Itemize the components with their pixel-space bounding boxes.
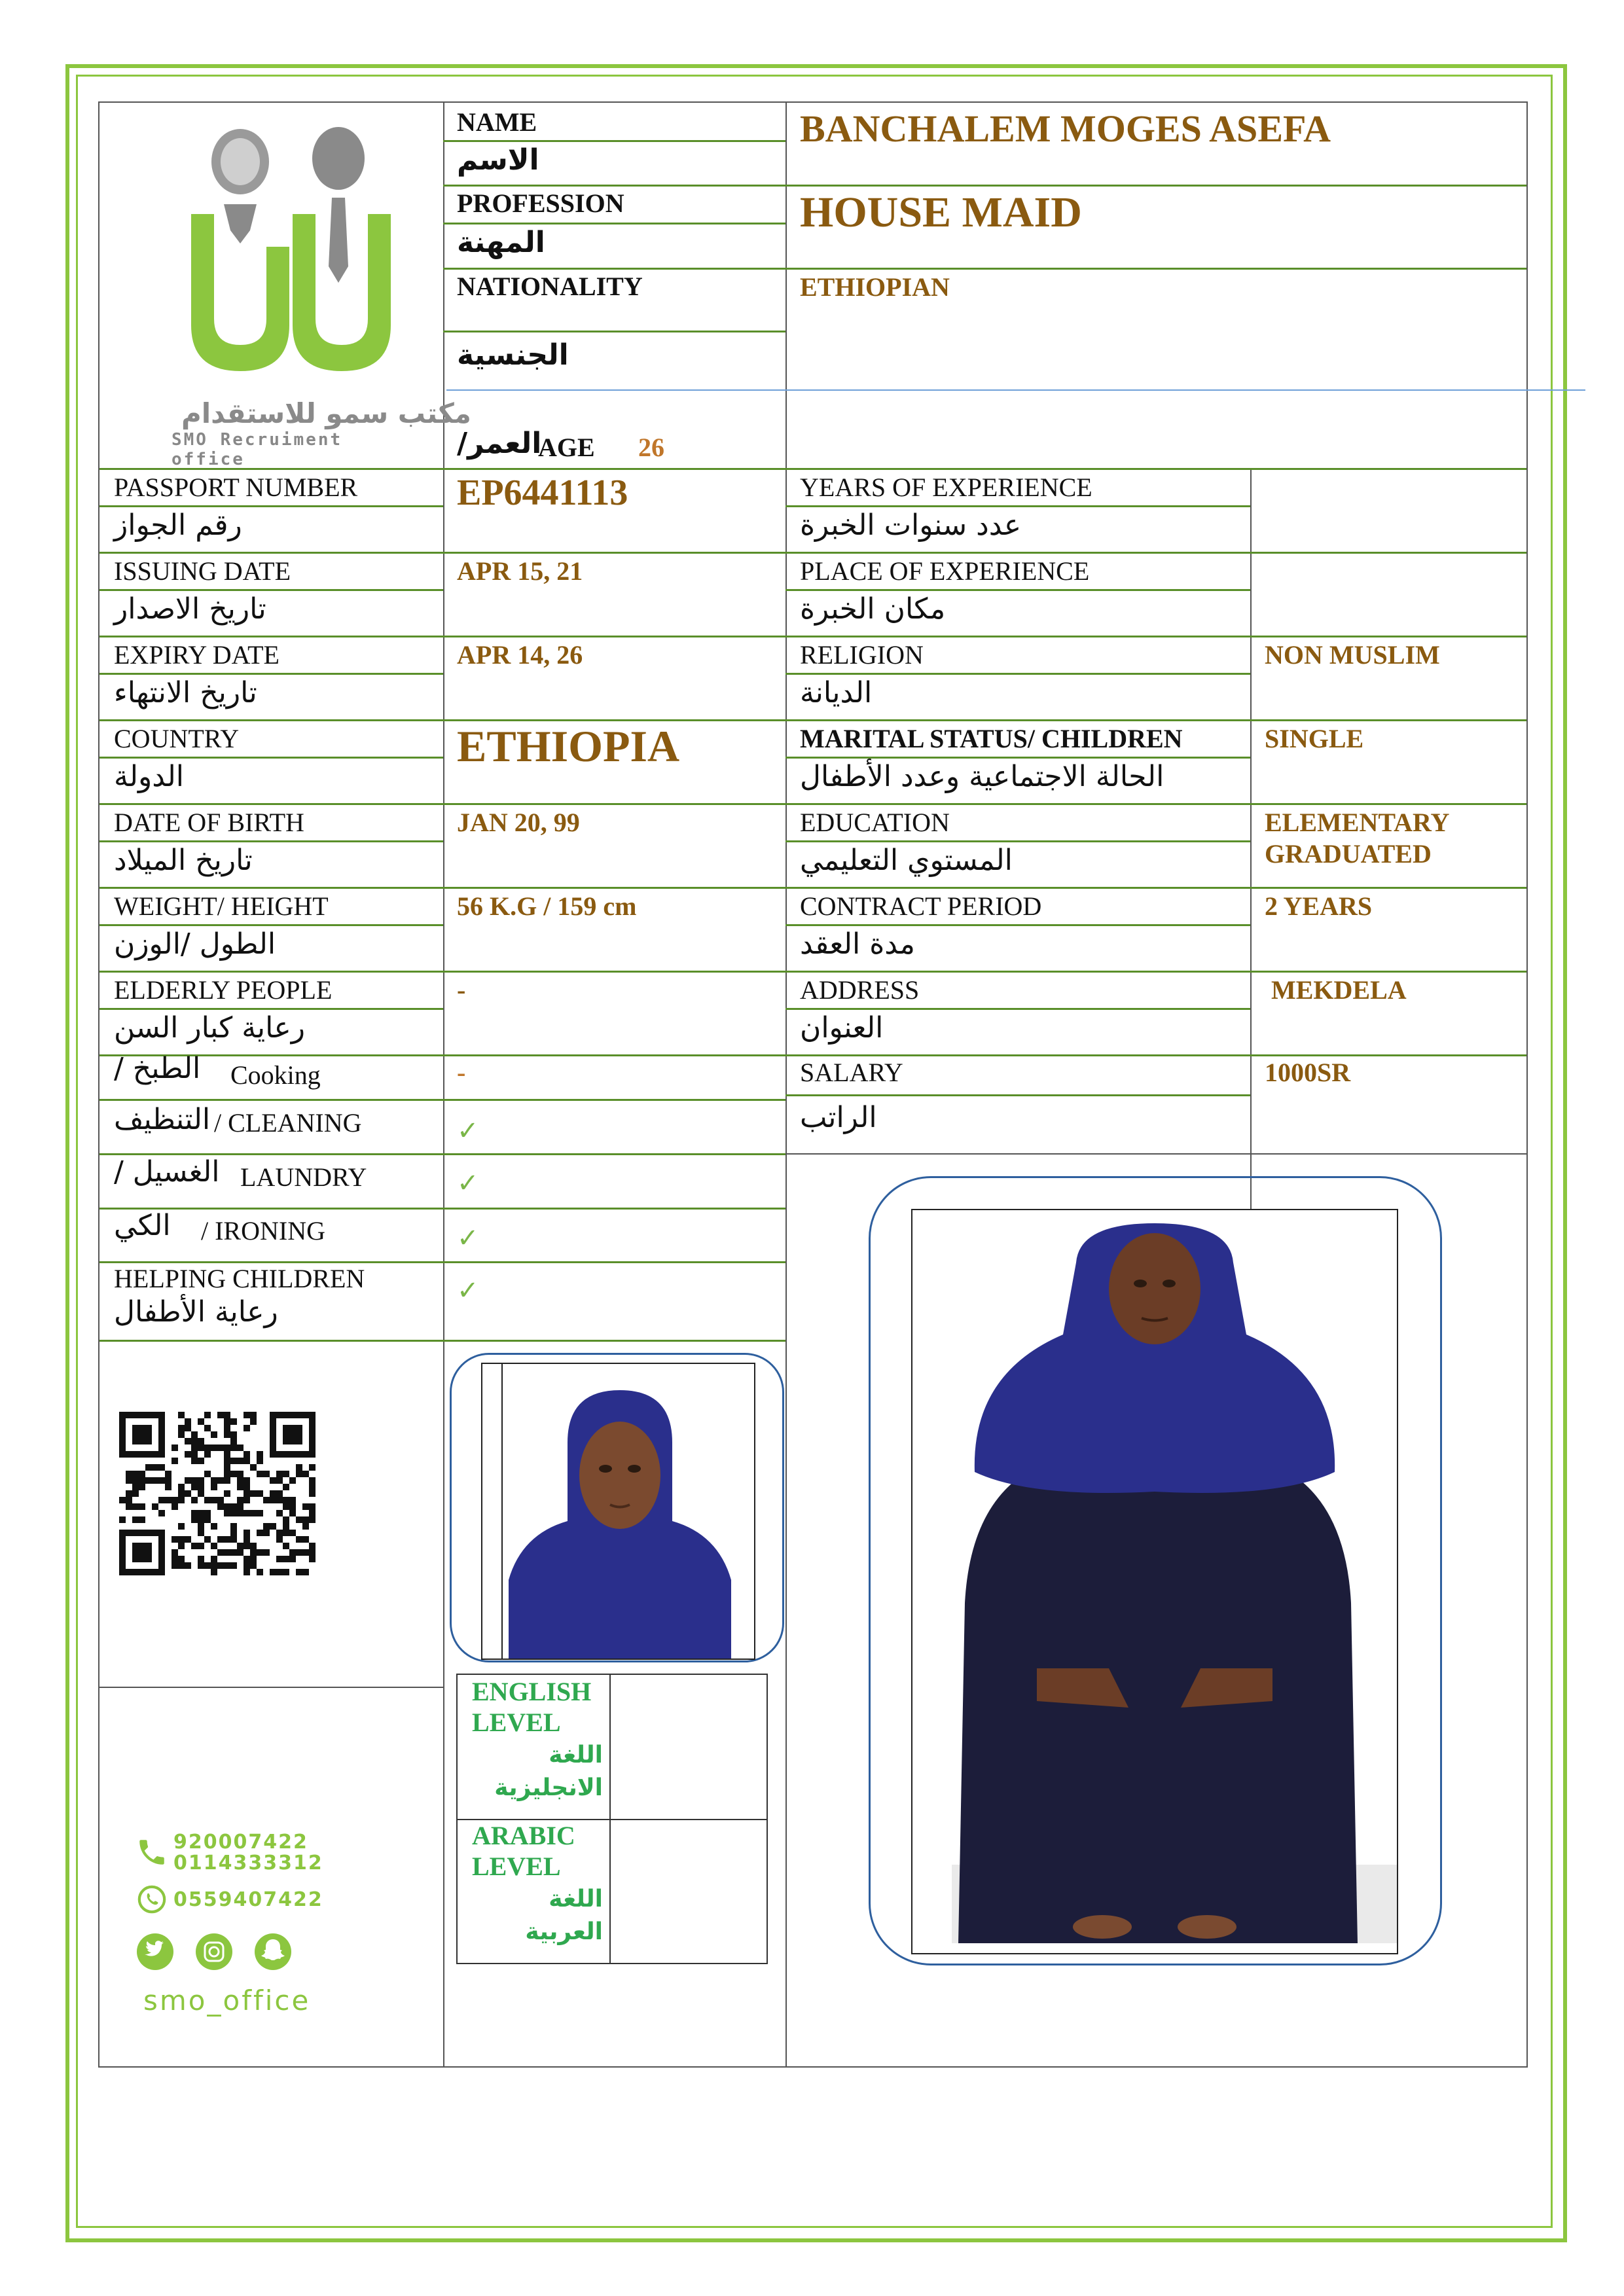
row-right-sub-rule bbox=[785, 1008, 1250, 1010]
row-label-ar: رقم الجواز bbox=[114, 509, 242, 542]
ironing-check-icon: ✓ bbox=[457, 1223, 479, 1253]
row-sub-rule bbox=[99, 1008, 443, 1010]
helping-label: HELPING CHILDREN bbox=[114, 1264, 365, 1293]
row-rule bbox=[99, 636, 1526, 637]
age-label: AGE bbox=[538, 433, 595, 462]
rule bbox=[99, 1340, 785, 1342]
row-label: EXPIRY DATE bbox=[114, 640, 280, 670]
row-right-value: 2 YEARS bbox=[1265, 891, 1373, 921]
rule bbox=[785, 1153, 1526, 1155]
full-body-photo bbox=[911, 1209, 1398, 1954]
row-right-sub-rule bbox=[785, 589, 1250, 591]
company-logo bbox=[152, 116, 471, 469]
cleaning-label: / CLEANING bbox=[214, 1108, 362, 1138]
row-right-value: MEKDELA bbox=[1271, 975, 1407, 1005]
ironing-label-ar: الكي bbox=[114, 1209, 171, 1242]
row-right-sub-rule bbox=[785, 673, 1250, 675]
col-divider-3 bbox=[1250, 468, 1252, 1253]
rule bbox=[443, 268, 1526, 270]
name-value: BANCHALEM MOGES ASEFA bbox=[800, 107, 1331, 150]
row-right-label-ar: المستوي التعليمي bbox=[800, 844, 1013, 877]
salary-value: 1000SR bbox=[1265, 1058, 1351, 1087]
row-right-label-ar: العنوان bbox=[800, 1011, 884, 1045]
profession-label: PROFESSION bbox=[457, 188, 624, 218]
row-value: APR 15, 21 bbox=[457, 556, 583, 586]
row-value: ETHIOPIA bbox=[457, 721, 680, 771]
row-right-label-ar: الحالة الاجتماعية وعدد الأطفال bbox=[800, 760, 1164, 793]
english-level-label-ar: اللغة الانجليزية bbox=[494, 1742, 603, 1801]
language-table bbox=[456, 1674, 768, 1964]
laundry-label: LAUNDRY bbox=[240, 1162, 367, 1192]
row-right-sub-rule bbox=[785, 757, 1250, 759]
row-sub-rule bbox=[99, 924, 443, 926]
row-rule bbox=[99, 552, 1526, 554]
rule bbox=[99, 1687, 443, 1688]
english-level-label: ENGLISH LEVEL bbox=[472, 1677, 592, 1737]
arabic-level-label-ar: اللغة العربية bbox=[525, 1886, 603, 1945]
cleaning-label-ar: التنظيف bbox=[114, 1103, 211, 1136]
row-label: ELDERLY PEOPLE bbox=[114, 975, 333, 1005]
row-rule bbox=[99, 719, 1526, 721]
whatsapp-number: 0559407422 bbox=[173, 1888, 323, 1911]
row-right-sub-rule bbox=[785, 924, 1250, 926]
row-label: COUNTRY bbox=[114, 724, 240, 753]
row-right-label-ar: مدة العقد bbox=[800, 927, 915, 961]
rule bbox=[99, 468, 1526, 470]
qr-code-icon bbox=[119, 1412, 316, 1575]
helping-check-icon: ✓ bbox=[457, 1276, 479, 1306]
rule bbox=[443, 331, 785, 332]
laundry-label-ar: الغسيل / bbox=[114, 1155, 220, 1189]
social-handle: smo_office bbox=[143, 1984, 311, 2017]
cv-sheet bbox=[98, 101, 1528, 2068]
name-label: NAME bbox=[457, 107, 537, 137]
portrait-photo bbox=[481, 1363, 755, 1660]
profession-label-ar: المهنة bbox=[457, 226, 545, 259]
rule bbox=[443, 140, 785, 142]
col-divider-2 bbox=[785, 103, 787, 2066]
rule bbox=[609, 1675, 611, 1963]
row-right-label: ADDRESS bbox=[800, 975, 920, 1005]
salary-label-ar: الراتب bbox=[800, 1101, 877, 1134]
arabic-level-label: ARABIC LEVEL bbox=[472, 1821, 575, 1881]
row-label-ar: الدولة bbox=[114, 760, 184, 793]
phone-icon bbox=[135, 1836, 168, 1869]
row-right-label: YEARS OF EXPERIENCE bbox=[800, 473, 1092, 502]
phone-2: 0114333312 bbox=[173, 1852, 323, 1874]
row-sub-rule bbox=[99, 505, 443, 507]
row-label: ISSUING DATE bbox=[114, 556, 291, 586]
row-value: APR 14, 26 bbox=[457, 640, 583, 670]
profession-value: HOUSE MAID bbox=[800, 188, 1082, 236]
row-right-label: PLACE OF EXPERIENCE bbox=[800, 556, 1090, 586]
row-label-ar: تاريخ الانتهاء bbox=[114, 676, 257, 709]
row-label-ar: تاريخ الاصدار bbox=[114, 592, 266, 626]
row-right-value: SINGLE bbox=[1265, 724, 1364, 753]
phone-1: 920007422 bbox=[173, 1831, 308, 1854]
row-value: EP6441113 bbox=[457, 473, 628, 513]
row-value: 56 K.G / 159 cm bbox=[457, 891, 637, 921]
rule bbox=[99, 1208, 785, 1210]
row-right-label: MARITAL STATUS/ CHILDREN bbox=[800, 724, 1183, 753]
row-right-sub-rule bbox=[785, 840, 1250, 842]
blue-rule bbox=[446, 389, 1585, 391]
name-label-ar: الاسم bbox=[457, 143, 539, 177]
row-label-ar: الطول /الوزن bbox=[114, 927, 276, 961]
row-sub-rule bbox=[99, 757, 443, 759]
row-rule bbox=[99, 887, 1526, 889]
helping-label-ar: رعاية الأطفال bbox=[114, 1295, 278, 1329]
logo-name-en: SMO Recruiment office bbox=[171, 430, 343, 469]
cleaning-check-icon: ✓ bbox=[457, 1116, 479, 1146]
row-rule bbox=[99, 1054, 1526, 1056]
rule bbox=[785, 1094, 1250, 1096]
rule bbox=[99, 1099, 785, 1101]
rule bbox=[443, 223, 785, 224]
social-icons bbox=[135, 1929, 299, 1975]
row-sub-rule bbox=[99, 589, 443, 591]
row-label: WEIGHT/ HEIGHT bbox=[114, 891, 329, 921]
qr-code bbox=[119, 1412, 316, 1579]
age-value: 26 bbox=[638, 433, 664, 462]
row-label-ar: رعاية كبار السن bbox=[114, 1011, 305, 1045]
whatsapp-icon bbox=[137, 1884, 167, 1914]
portrait-image bbox=[482, 1364, 754, 1659]
row-rule bbox=[99, 803, 1526, 805]
row-rule bbox=[99, 971, 1526, 973]
row-right-label: CONTRACT PERIOD bbox=[800, 891, 1042, 921]
row-right-value: ELEMENTARY GRADUATED bbox=[1265, 808, 1449, 869]
rule bbox=[443, 185, 1526, 187]
row-label-ar: تاريخ الميلاد bbox=[114, 844, 253, 877]
row-sub-rule bbox=[99, 673, 443, 675]
nationality-label: NATIONALITY bbox=[457, 272, 643, 301]
full-body-image bbox=[912, 1210, 1397, 1953]
row-label: DATE OF BIRTH bbox=[114, 808, 304, 837]
row-right-value: NON MUSLIM bbox=[1265, 640, 1440, 670]
ironing-label: / IRONING bbox=[201, 1216, 325, 1246]
row-label: PASSPORT NUMBER bbox=[114, 473, 358, 502]
nationality-value: ETHIOPIAN bbox=[800, 272, 950, 302]
row-right-label-ar: مكان الخبرة bbox=[800, 592, 946, 626]
logo-name-ar: مكتب سمو للاستقدام bbox=[181, 397, 471, 429]
row-right-label-ar: الديانة bbox=[800, 676, 873, 709]
row-right-label: RELIGION bbox=[800, 640, 924, 670]
row-sub-rule bbox=[99, 840, 443, 842]
cooking-label: Cooking bbox=[230, 1060, 321, 1090]
row-value: - bbox=[457, 975, 466, 1005]
row-value: JAN 20, 99 bbox=[457, 808, 580, 837]
age-label-ar: العمر/ bbox=[457, 427, 542, 460]
laundry-check-icon: ✓ bbox=[457, 1168, 479, 1198]
cooking-label-ar: الطبخ / bbox=[114, 1052, 201, 1085]
row-right-sub-rule bbox=[785, 505, 1250, 507]
nationality-label-ar: الجنسية bbox=[457, 338, 569, 372]
cooking-value: - bbox=[457, 1058, 466, 1087]
row-right-label: EDUCATION bbox=[800, 808, 950, 837]
row-right-label-ar: عدد سنوات الخبرة bbox=[800, 509, 1022, 542]
salary-label: SALARY bbox=[800, 1058, 903, 1087]
instagram-icon bbox=[196, 1933, 232, 1970]
